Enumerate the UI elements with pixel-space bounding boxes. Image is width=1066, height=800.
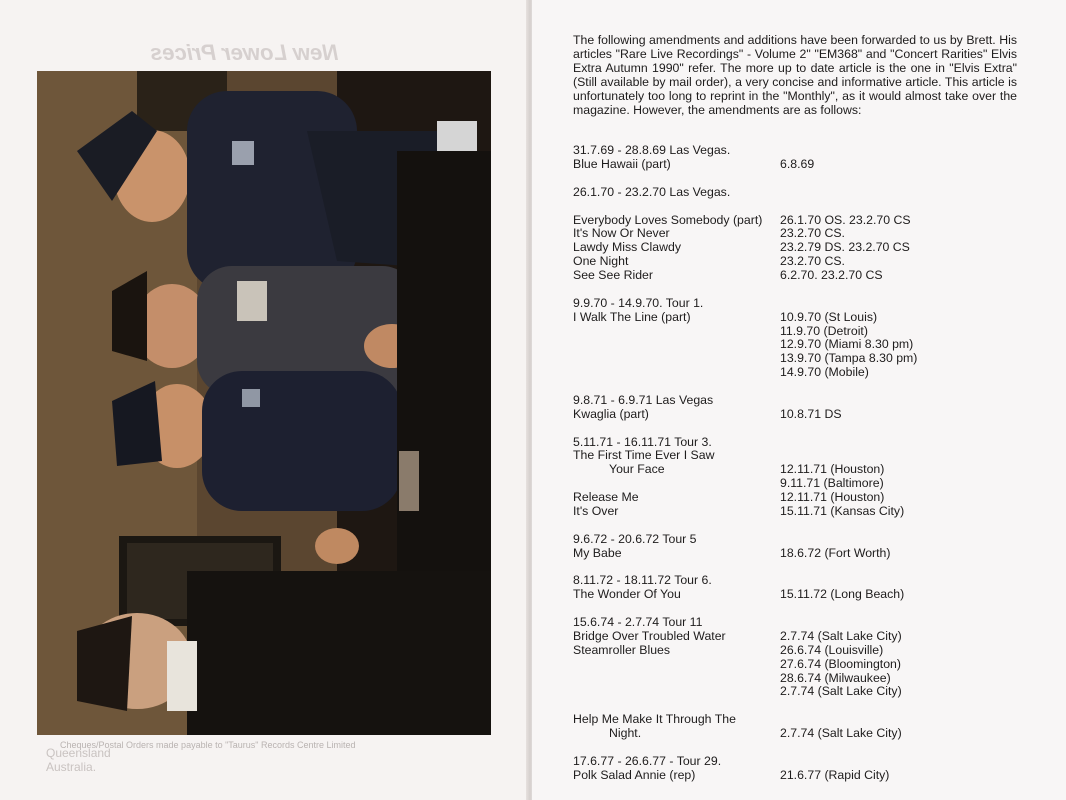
performance-date: 2.7.74 (Salt Lake City)	[780, 628, 902, 643]
performance-date: 2.7.74 (Salt Lake City)	[780, 684, 902, 699]
song-title: Blue Hawaii (part)	[573, 156, 671, 171]
performance-date: 21.6.77 (Rapid City)	[780, 767, 890, 782]
song-title: My Babe	[573, 545, 622, 560]
section-header: 5.11.71 - 16.11.71 Tour 3.	[573, 434, 712, 449]
footer-line-1: Queensland	[46, 746, 111, 760]
section-header: 15.6.74 - 2.7.74 Tour 11	[573, 615, 703, 630]
photo-illustration	[37, 71, 491, 735]
left-page	[0, 0, 528, 800]
performance-date: 11.9.70 (Detroit)	[780, 323, 868, 338]
song-title: It's Now Or Never	[573, 226, 670, 241]
song-title: Polk Salad Annie (rep)	[573, 767, 696, 782]
song-title: One Night	[573, 254, 629, 269]
song-title: Lawdy Miss Clawdy	[573, 240, 681, 255]
performance-date: 27.6.74 (Bloomington)	[780, 656, 901, 671]
performance-date: 18.6.72 (Fort Worth)	[780, 545, 891, 560]
performance-date: 6.8.69	[780, 156, 815, 171]
song-title: Help Me Make It Through The	[573, 712, 736, 727]
section-header: 9.9.70 - 14.9.70. Tour 1.	[573, 295, 704, 310]
section-header: 26.1.70 - 23.2.70 Las Vegas.	[573, 184, 731, 199]
performance-date: 26.6.74 (Louisville)	[780, 642, 884, 657]
song-title: See See Rider	[573, 267, 653, 282]
section-header: 9.6.72 - 20.6.72 Tour 5	[573, 531, 697, 546]
bleed-through-heading: New Lower Prices	[150, 40, 339, 65]
song-title: Kwaglia (part)	[573, 406, 649, 421]
intro-paragraph: The following amendments and additions have been forwarded to us by Brett. His articles "Rare Live Recordings" - Volume 2" "EM368" and "Concert Rarities" Elvis Extra Autumn 1990" refer. The more up to date article is the one in "Elvis Extra" (Still available by mail order), a very concise and informative article. This article is unfortunately too long to reprint in the "Monthly", as it would almost take over the magazine. However, the amendments are as follows:	[573, 33, 1017, 117]
performance-date: 6.2.70. 23.2.70 CS	[780, 267, 883, 282]
section-header: 9.8.71 - 6.9.71 Las Vegas	[573, 392, 714, 407]
song-title: It's Over	[573, 503, 619, 518]
song-title: Release Me	[573, 490, 639, 504]
performance-date: 14.9.70 (Mobile)	[780, 365, 869, 380]
performance-date: 28.6.74 (Milwaukee)	[780, 670, 891, 685]
performance-date: 23.2.70 CS.	[780, 226, 845, 241]
song-title: Your Face	[609, 462, 665, 477]
footer-line-2: Australia.	[46, 760, 97, 774]
performance-date: 26.1.70 OS. 23.2.70 CS	[780, 212, 911, 227]
performance-date: 12.9.70 (Miami 8.30 pm)	[780, 337, 914, 352]
photo-caption: Cheques/Postal Orders made payable to "Taurus" Records Centre Limited	[60, 740, 356, 750]
performance-date: 23.2.70 CS.	[780, 254, 845, 269]
song-title: The Wonder Of You	[573, 587, 681, 602]
performance-date: 15.11.71 (Kansas City)	[780, 503, 905, 518]
section-header: 8.11.72 - 18.11.72 Tour 6.	[573, 573, 712, 588]
performance-date: 10.8.71 DS	[780, 406, 842, 421]
performance-date: 10.9.70 (St Louis)	[780, 309, 878, 324]
section-header: 31.7.69 - 28.8.69 Las Vegas.	[573, 143, 731, 157]
performance-date: 2.7.74 (Salt Lake City)	[780, 726, 902, 741]
performance-date: 23.2.79 DS. 23.2.70 CS	[780, 240, 910, 255]
performance-date: 15.11.72 (Long Beach)	[780, 587, 905, 602]
performance-date: 13.9.70 (Tampa 8.30 pm)	[780, 351, 918, 366]
song-title: I Walk The Line (part)	[573, 309, 691, 324]
song-title: The First Time Ever I Saw	[573, 448, 715, 463]
section-header: 17.6.77 - 26.6.77 - Tour 29.	[573, 753, 722, 768]
song-title: Steamroller Blues	[573, 642, 671, 657]
performance-date: 12.11.71 (Houston)	[780, 490, 885, 504]
performance-date: 12.11.71 (Houston)	[780, 462, 885, 477]
song-title: Night.	[609, 726, 642, 741]
police-photo	[37, 71, 491, 735]
song-title: Everybody Loves Somebody (part)	[573, 212, 763, 227]
song-title: Bridge Over Troubled Water	[573, 628, 726, 643]
performance-date: 9.11.71 (Baltimore)	[780, 476, 884, 491]
